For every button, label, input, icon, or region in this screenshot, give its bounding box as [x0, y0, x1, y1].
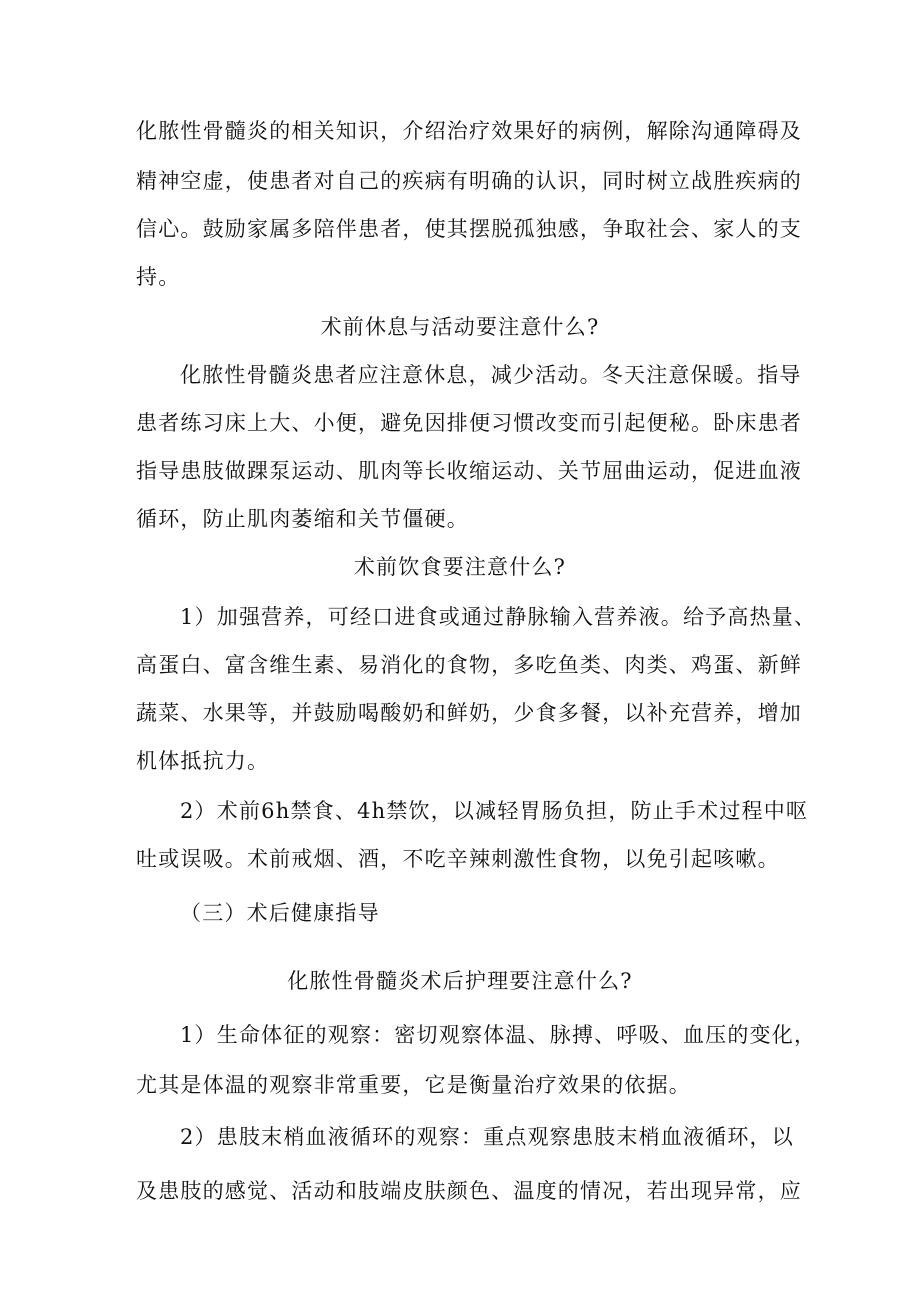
- paragraph-line: 信心。鼓励家属多陪伴患者，使其摆脱孤独感，争取社会、家人的支: [136, 217, 802, 241]
- paragraph-line: 2）术前6h禁食、4h禁饮，以减轻胃肠负担，防止手术过程中呕: [180, 799, 809, 823]
- question-heading: 化脓性骨髓炎术后护理要注意什么?: [287, 969, 633, 993]
- question-heading: 术前饮食要注意什么?: [353, 555, 567, 579]
- paragraph-line: 1）加强营养，可经口进食或通过静脉输入营养液。给予高热量、: [180, 605, 817, 629]
- paragraph-line: 2）患肢末梢血液循环的观察：重点观察患肢末梢血液循环，以: [180, 1125, 794, 1149]
- paragraph-line: 指导患肢做踝泵运动、肌肉等长收缩运动、关节屈曲运动，促进血液: [136, 459, 802, 483]
- paragraph-line: 循环，防止肌肉萎缩和关节僵硬。: [136, 507, 469, 531]
- paragraph-line: 精神空虚，使患者对自己的疾病有明确的认识，同时树立战胜疾病的: [136, 169, 802, 193]
- paragraph-line: 1）生命体征的观察：密切观察体温、脉搏、呼吸、血压的变化，: [180, 1023, 817, 1047]
- paragraph-line: 机体抵抗力。: [136, 749, 270, 773]
- paragraph-line: 化脓性骨髓炎患者应注意休息，减少活动。冬天注意保暖。指导: [180, 363, 802, 387]
- paragraph-line: 患者练习床上大、小便，避免因排便习惯改变而引起便秘。卧床患者: [136, 411, 802, 435]
- paragraph-line: 持。: [136, 265, 181, 289]
- paragraph-line: 化脓性骨髓炎的相关知识，介绍治疗效果好的病例，解除沟通障碍及: [136, 119, 802, 143]
- paragraph-line: 尤其是体温的观察非常重要，它是衡量治疗效果的依据。: [136, 1073, 691, 1097]
- question-heading: 术前休息与活动要注意什么?: [320, 315, 600, 339]
- paragraph-line: 及患肢的感觉、活动和肢端皮肤颜色、温度的情况，若出现异常，应: [136, 1179, 802, 1203]
- paragraph-line: 高蛋白、富含维生素、易消化的食物，多吃鱼类、肉类、鸡蛋、新鲜: [136, 653, 802, 677]
- paragraph-line: 蔬菜、水果等，并鼓励喝酸奶和鲜奶，少食多餐，以补充营养，增加: [136, 701, 802, 725]
- paragraph-line: 吐或误吸。术前戒烟、酒，不吃辛辣刺激性食物，以免引起咳嗽。: [136, 847, 780, 871]
- section-heading: （三）术后健康指导: [180, 901, 380, 925]
